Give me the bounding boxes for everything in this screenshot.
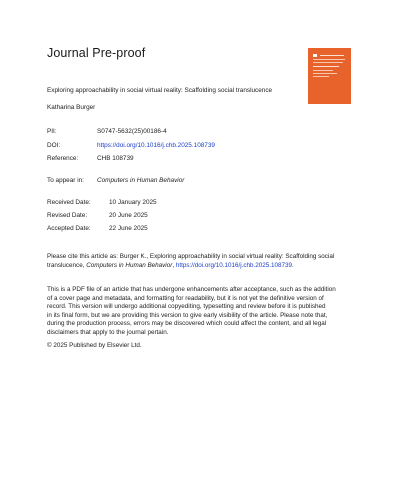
- disclaimer-line: disclaimers that apply to the journal pertain.: [47, 328, 169, 336]
- copyright-notice: © 2025 Published by Elsevier Ltd.: [47, 342, 142, 349]
- citation-end: .: [292, 261, 294, 269]
- pii-value: S0747-5632(25)00186-4: [97, 128, 167, 135]
- received-date-label: Received Date:: [47, 199, 91, 206]
- disclaimer-line: during the production process, errors may be discovered which could affect the content, and all legal: [47, 320, 327, 328]
- disclaimer-line: This is a PDF file of an article that has undergone enhancements after acceptance, such as the addition: [47, 286, 336, 293]
- received-date-value: 10 January 2025: [109, 199, 157, 206]
- article-author: Katharina Burger: [47, 104, 96, 111]
- reference-label: Reference:: [47, 155, 79, 162]
- article-title: Exploring approachability in social virtual reality: Scaffolding social translucence: [47, 87, 273, 94]
- disclaimer-line: record. This version will undergo additional copyediting, typesetting and review before it is published: [47, 303, 326, 311]
- disclaimer-paragraph: [47, 286, 367, 338]
- citation-paragraph: [47, 253, 367, 270]
- disclaimer-line: of a cover page and metadata, and formatting for readability, but it is not yet the definitive version of: [47, 294, 324, 302]
- journal-cover-image: [308, 48, 351, 104]
- citation-separator: ,: [172, 261, 176, 269]
- revised-date-label: Revised Date:: [47, 212, 88, 219]
- citation-line-1: Please cite this article as: Burger K., Exploring approachability in social virtual reality: Scaffolding social: [47, 253, 335, 260]
- journal-name: Computers in Human Behavior: [97, 177, 185, 184]
- accepted-date-label: Accepted Date:: [47, 225, 91, 232]
- citation-journal: Computers in Human Behavior: [86, 261, 173, 269]
- citation-doi-link[interactable]: https://doi.org/10.1016/j.chb.2025.108739: [175, 261, 293, 269]
- reference-value: CHB 108739: [97, 155, 134, 162]
- doi-label: DOI:: [47, 142, 61, 149]
- pii-label: PII:: [47, 128, 57, 135]
- citation-prefix: translucence,: [47, 261, 87, 269]
- doi-link[interactable]: https://doi.org/10.1016/j.chb.2025.108739: [97, 142, 215, 149]
- journal-status-heading: Journal Pre-proof: [47, 46, 146, 60]
- accepted-date-value: 22 June 2025: [109, 225, 148, 232]
- revised-date-value: 20 June 2025: [109, 212, 148, 219]
- disclaimer-line: in its final form, but we are providing this version to give early visibility of the article. Please note that,: [47, 311, 328, 319]
- appear-in-label: To appear in:: [47, 177, 84, 184]
- citation-line-2: [47, 262, 367, 271]
